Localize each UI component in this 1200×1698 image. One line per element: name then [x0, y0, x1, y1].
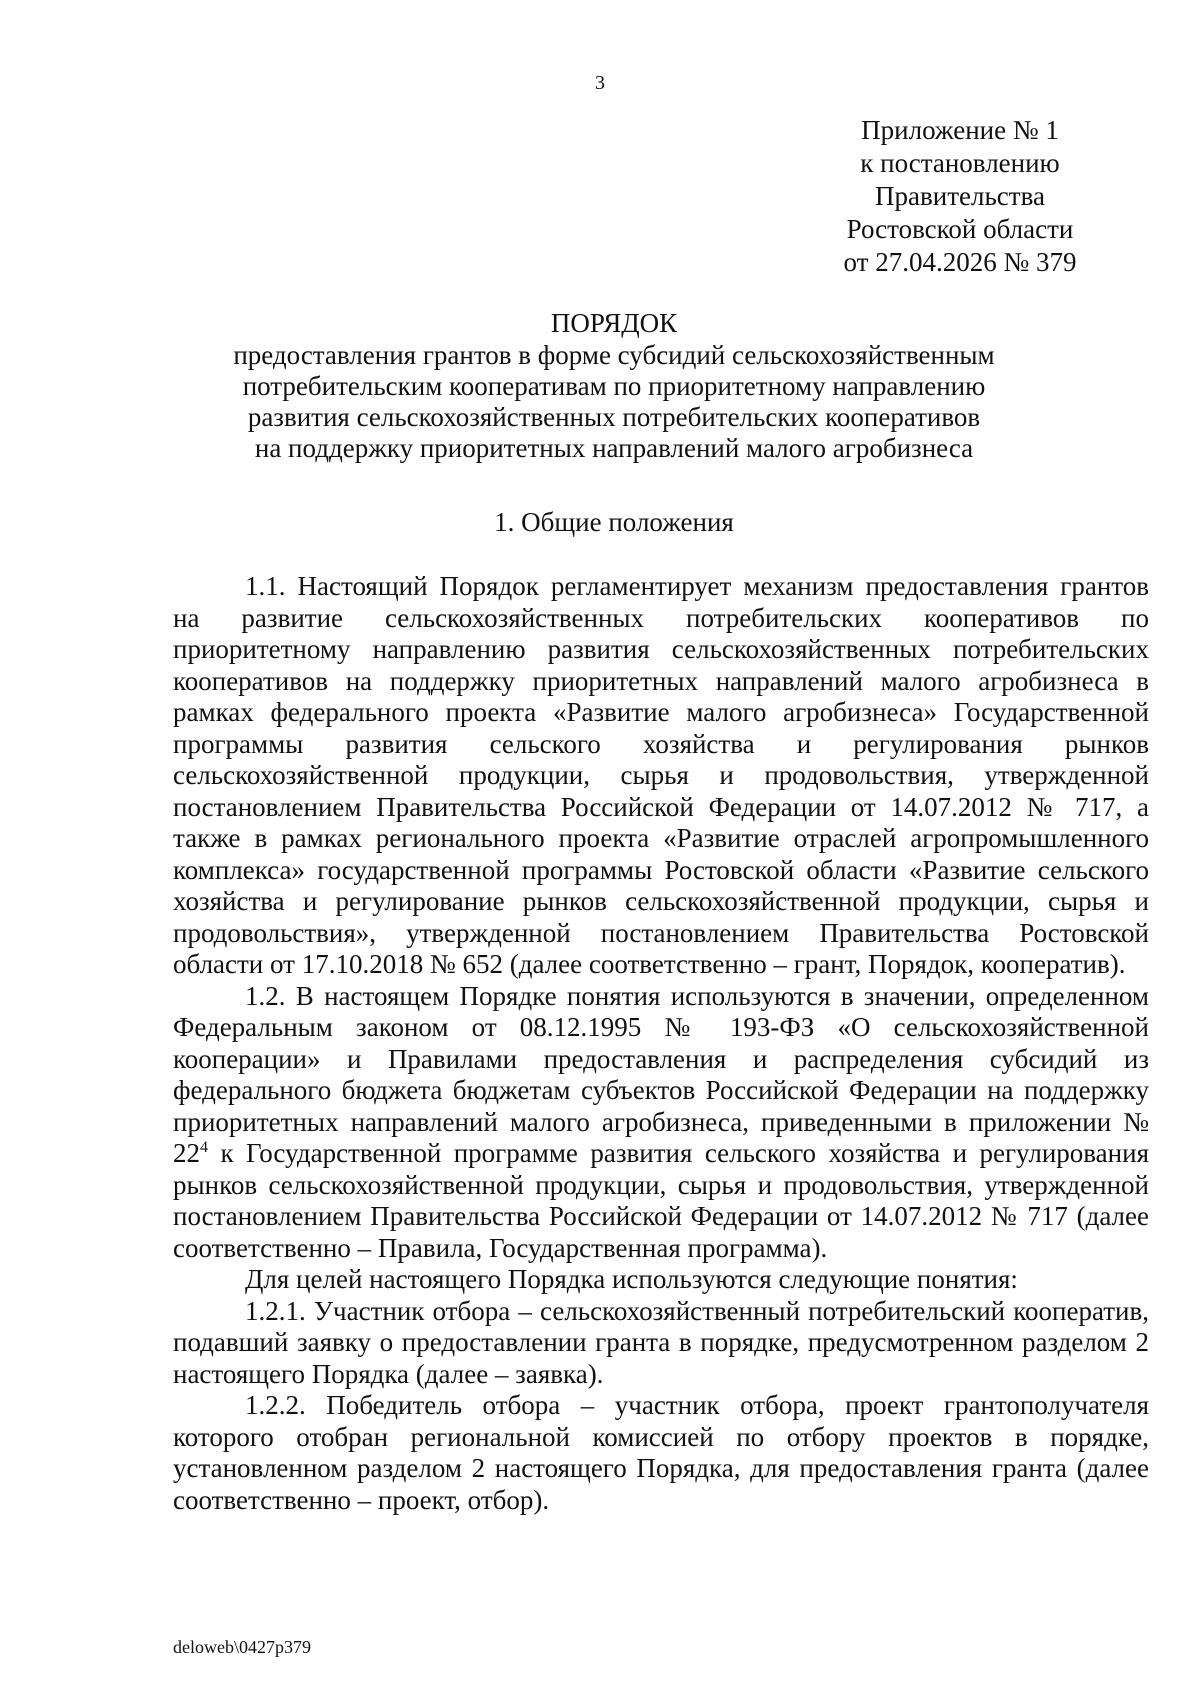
paragraph-1-2-2: 1.2.2. Победитель отбора – участник отбора, проект грантополучателя которого отобран региональной комиссией по отбору проектов в порядке, установленном разделом 2 настоящего Порядка, для предоставления гранта (далее соответственно – проект, отбор).: [173, 1390, 1149, 1515]
appendix-line: Правительства: [875, 181, 1045, 211]
document-subtitle-line: развития сельскохозяйственных потребительских кооперативов: [247, 402, 981, 432]
paragraph-1-1: 1.1. Настоящий Порядок регламентирует механизм предоставления грантов на развитие сельскохозяйственных потребительских кооперативов по приоритетному направлению развития сельскохозяйственных потребительских кооперативов на поддержку приоритетных направлений малого агробизнеса в рамках федерального проекта «Развитие малого агробизнеса» Государственной программы развития сельского хозяйства и регулирования рынков сельскохозяйственной продукции, сырья и продовольствия, утвержденной постановлением Правительства Российской Федерации от 14.07.2012 № 717, а также в рамках регионального проекта «Развитие отраслей агропромышленного комплекса» государственной программы Ростовской области «Развитие сельского хозяйства и регулирование рынков сельскохозяйственной продукции, сырья и продовольствия», утвержденной постановлением Правительства Ростовской области от 17.10.2018 № 652 (далее соответственно – грант, Порядок, кооператив).: [173, 571, 1149, 979]
document-title-block: [160, 308, 1068, 464]
appendix-line: Приложение № 1: [861, 115, 1059, 145]
document-body: [173, 571, 1149, 1516]
appendix-line: Ростовской области: [846, 214, 1074, 244]
appendix-line: от 27.04.2026 № 379: [843, 247, 1077, 277]
paragraph-1-2: [173, 981, 1149, 1265]
document-title: ПОРЯДОК: [550, 308, 678, 338]
appendix-line: к постановлению: [860, 148, 1060, 178]
appendix-reference: [780, 114, 1140, 279]
document-subtitle-line: потребительским кооперативам по приоритетному направлению: [242, 371, 986, 401]
superscript-number: 4: [200, 1139, 208, 1156]
document-subtitle-line: на поддержку приоритетных направлений малого агробизнеса: [254, 433, 974, 463]
document-footer-code: deloweb\0427p379: [173, 1637, 311, 1657]
paragraph-1-2-text-end: к Государственной программе развития сельского хозяйства и регулирования рынков сельскохозяйственной продукции, сырья и продовольствия, утвержденной постановлением Правительства Российской Федерации от 14.07.2012 № 717 (далее соответственно – Правила, Государственная программа).: [173, 1138, 1149, 1263]
paragraph-1-2-1: 1.2.1. Участник отбора – сельскохозяйственный потребительский кооператив, подавший заявку о предоставлении гранта в порядке, предусмотренном разделом 2 настоящего Порядка (далее – заявка).: [173, 1295, 1149, 1389]
document-subtitle-line: предоставления грантов в форме субсидий сельскохозяйственным: [233, 340, 995, 370]
section-heading: 1. Общие положения: [494, 507, 734, 537]
page-number: 3: [595, 72, 605, 94]
paragraph-definitions-intro: Для целей настоящего Порядка используются следующие понятия:: [245, 1264, 1018, 1294]
paragraph-1-2-text-start: 1.2. В настоящем Порядке понятия используются в значении, определенном Федеральным законом от 08.12.1995 № 193-ФЗ «О сельскохозяйственной кооперации» и Правилами предоставления и распределения субсидий из федерального бюджета бюджетам субъектов Российской Федерации на поддержку приоритетных направлений малого агробизнеса, приведенными в приложении № 22: [173, 980, 1149, 1168]
